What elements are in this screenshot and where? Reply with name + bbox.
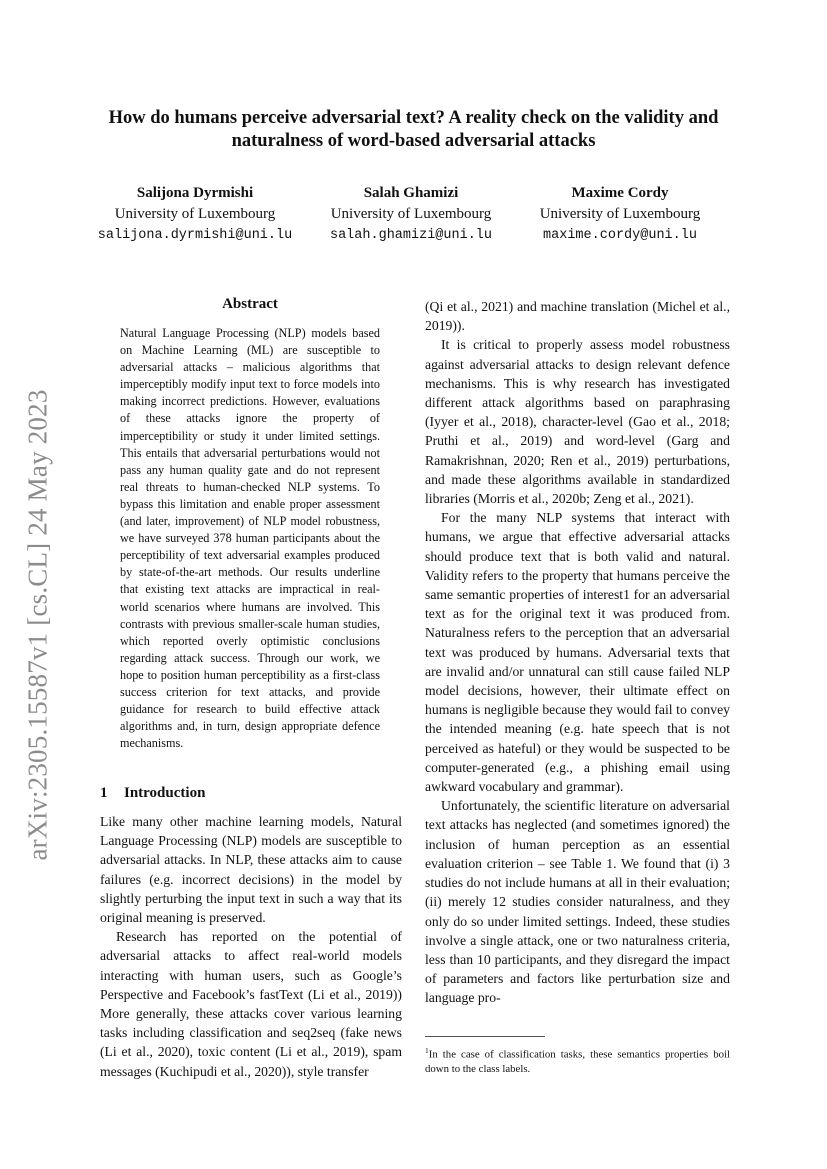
abstract-body: Natural Language Processing (NLP) models based on Machine Learning (ML) are susceptible to adversarial attacks – malicious algorithms that imperceptibly modify input text to force models into making incorrect predictions. However, evaluations of these attacks ignore the property of imperceptibility or study it under limited settings. This entails that adversarial perturbations would not pass any human quality gate and do not represent real threats to human-checked NLP systems. To bypass this limitation and enable proper assessment (and later, improvement) of NLP model robustness, we have surveyed 378 human participants about the perceptibility of text adversarial examples produced by state-of-the-art methods. Our results underline that existing text attacks are impractical in real-world scenarios where humans are involved. This contrasts with previous smaller-scale human studies, which reported overly optimistic conclusions regarding attack success. Through our work, we hope to position human perceptibility as a first-class success criterion for text attacks, and provide guidance for research to build effective attack algorithms and, in turn, design appropriate defence mechanisms. — [120, 326, 380, 751]
arxiv-id-text: arXiv:2305.15587v1 [cs.CL] 24 May 2023 — [22, 389, 53, 861]
paragraph: It is critical to properly assess model robustness against adversarial attacks to design relevant defence mechanisms. This is why research has investigated different attack algorithms based on paraphrasing (Iyyer et al., 2018), character-level (Gao et al., 2018; Pruthi et al., 2019) and word-level (Garg and Ramakrishnan, 2020; Ren et al., 2019) perturbations, and made these algorithms available in standardized libraries (Morris et al., 2020b; Zeng et al., 2021). — [425, 337, 730, 507]
section-title: Introduction — [124, 785, 206, 801]
author-email[interactable]: maxime.cordy@uni.lu — [543, 228, 697, 243]
footnote-marker: 1 — [425, 1046, 429, 1055]
section-heading-introduction — [100, 785, 205, 802]
arxiv-identifier-sidebar — [18, 355, 58, 895]
author-affiliation: University of Luxembourg — [539, 206, 701, 222]
author-name: Salijona Dyrmishi — [136, 185, 254, 201]
paragraph: Research has reported on the potential of adversarial attacks to affect real-world models interacting with human users, such as Google’s Perspective and Facebook’s fastText (Li et al., 2019)) More generally, these attacks cover various learning tasks including classification and seq2seq (fake news (Li et al., 2020), toxic content (Li et al., 2019), spam messages (Kuchipudi et al., 2020)), style transfer — [100, 929, 402, 1079]
paragraph: Unfortunately, the scientific literature on adversarial text attacks has neglected (and sometimes ignored) the inclusion of human perception as an essential evaluation criterion – see Table 1. We found that (i) 3 studies do not include humans at all in their evaluation; (ii) merely 12 studies consider naturalness, and they only do so under limited settings. Indeed, these studies involve a single attack, one or two naturalness criteria, less than 10 participants, and they disregard the impact of parameters and factors like perturbation size and language pro- — [425, 798, 730, 1006]
paper-title: How do humans perceive adversarial text? A reality check on the validity and naturalness of word-based adversarial attacks — [108, 108, 719, 151]
author-block — [80, 183, 310, 246]
author-block — [505, 183, 735, 246]
footnote-rule — [425, 1036, 545, 1037]
author-block — [296, 183, 526, 246]
paragraph: Like many other machine learning models, Natural Language Processing (NLP) models are susceptible to adversarial attacks. In NLP, these attacks aim to cause failures (e.g. incorrect decisions) in the model by slightly perturbing the input text in such a way that its original meaning is preserved. — [100, 814, 402, 926]
paragraph: For the many NLP systems that interact with humans, we argue that effective adversarial attacks should produce text that is both valid and natural. Validity refers to the property that humans perceive the same semantic properties of interest1 for an adversarial text as for the original text it was produced from. Naturalness refers to the perception that an adversarial text was produced by humans. Adversarial texts that are invalid and/or unnatural can still cause failed NLP model decisions, however, their ultimate effect on humans is negligible because they would fail to convey the intended meaning (e.g. hate speech that is not perceived as hateful) or they would be suspected to be computer-generated (e.g., a phishing email using awkward vocabulary and grammar). — [425, 510, 730, 795]
section-number: 1 — [100, 785, 108, 801]
author-email[interactable]: salijona.dyrmishi@uni.lu — [97, 228, 293, 243]
author-name: Salah Ghamizi — [363, 185, 459, 201]
author-name: Maxime Cordy — [571, 185, 669, 201]
footnote — [425, 1044, 730, 1076]
author-affiliation: University of Luxembourg — [330, 206, 492, 222]
author-email[interactable]: salah.ghamizi@uni.lu — [329, 228, 493, 243]
abstract-heading: Abstract — [222, 296, 278, 312]
paragraph: (Qi et al., 2021) and machine translation (Michel et al., 2019)). — [425, 299, 730, 334]
author-affiliation: University of Luxembourg — [114, 206, 276, 222]
footnote-text: In the case of classification tasks, these semantics properties boil down to the class labels. — [425, 1048, 730, 1075]
right-column-body — [425, 297, 730, 1008]
left-column-body — [100, 812, 402, 1081]
